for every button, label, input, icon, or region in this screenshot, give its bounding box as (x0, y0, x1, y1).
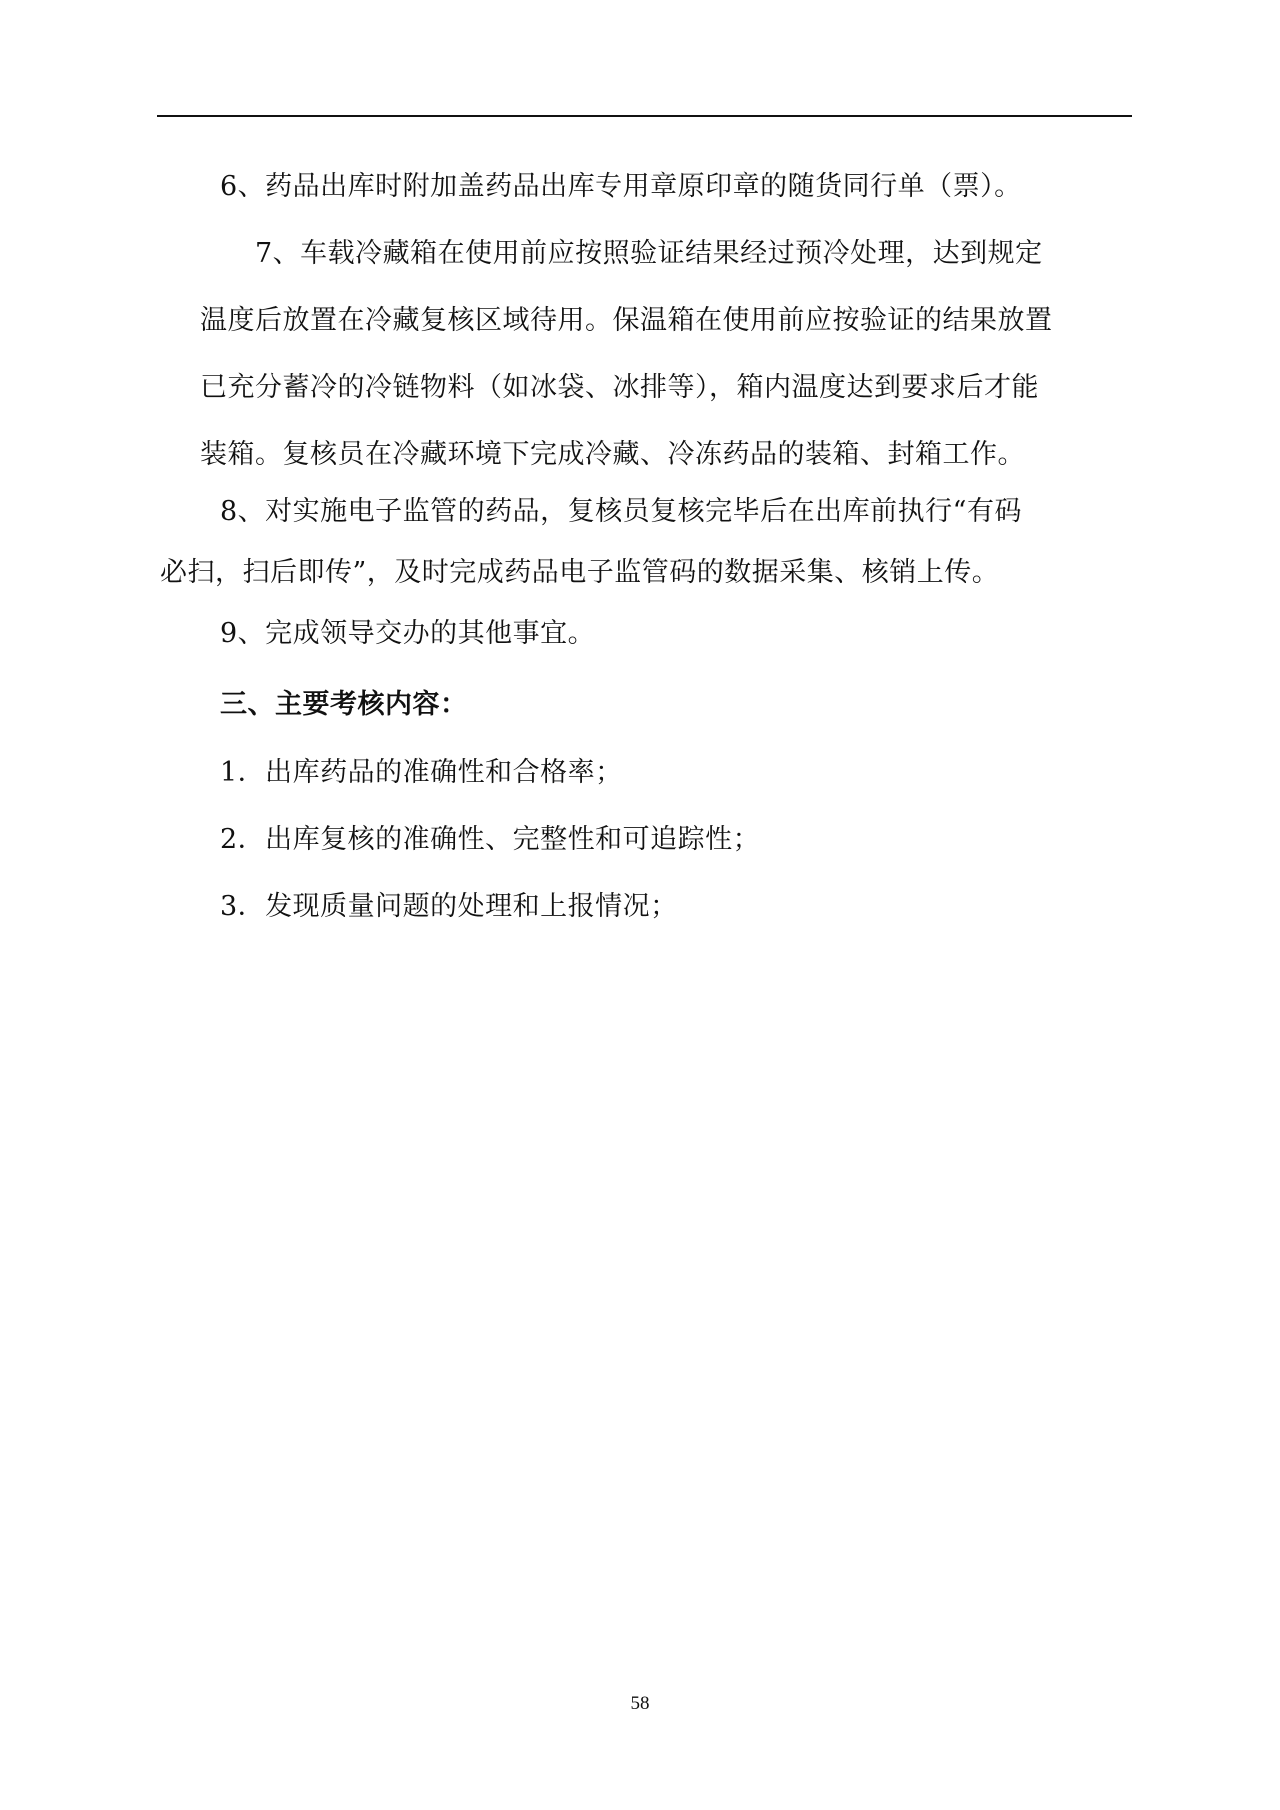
assessment-item-2: 2．出库复核的准确性、完整性和可追踪性； (220, 824, 761, 855)
section-heading: 三、主要考核内容： (220, 689, 468, 720)
item-9-line-1: 9、完成领导交办的其他事宜。 (220, 618, 596, 649)
page-number: 58 (630, 1693, 650, 1714)
item-8-line-1: 8、对实施电子监管的药品，复核员复核完毕后在出库前执行“有码 (220, 496, 1022, 527)
item-8-line-2: 必扫，扫后即传”，及时完成药品电子监管码的数据采集、核销上传。 (160, 557, 1000, 588)
assessment-item-3: 3．发现质量问题的处理和上报情况； (220, 891, 678, 922)
item-7-line-3: 已充分蓄冷的冷链物料（如冰袋、冰排等），箱内温度达到要求后才能 (200, 372, 1039, 403)
item-7-line-4: 装箱。复核员在冷藏环境下完成冷藏、冷冻药品的装箱、封箱工作。 (200, 439, 1025, 470)
item-7-line-2: 温度后放置在冷藏复核区域待用。保温箱在使用前应按验证的结果放置 (200, 305, 1053, 336)
item-6-line-1: 6、药品出库时附加盖药品出库专用章原印章的随货同行单（票）。 (220, 171, 1022, 202)
item-7-line-1: 7、车载冷藏箱在使用前应按照验证结果经过预冷处理，达到规定 (255, 238, 1043, 269)
assessment-item-1: 1．出库药品的准确性和合格率； (220, 757, 623, 788)
header-rule (157, 115, 1132, 117)
